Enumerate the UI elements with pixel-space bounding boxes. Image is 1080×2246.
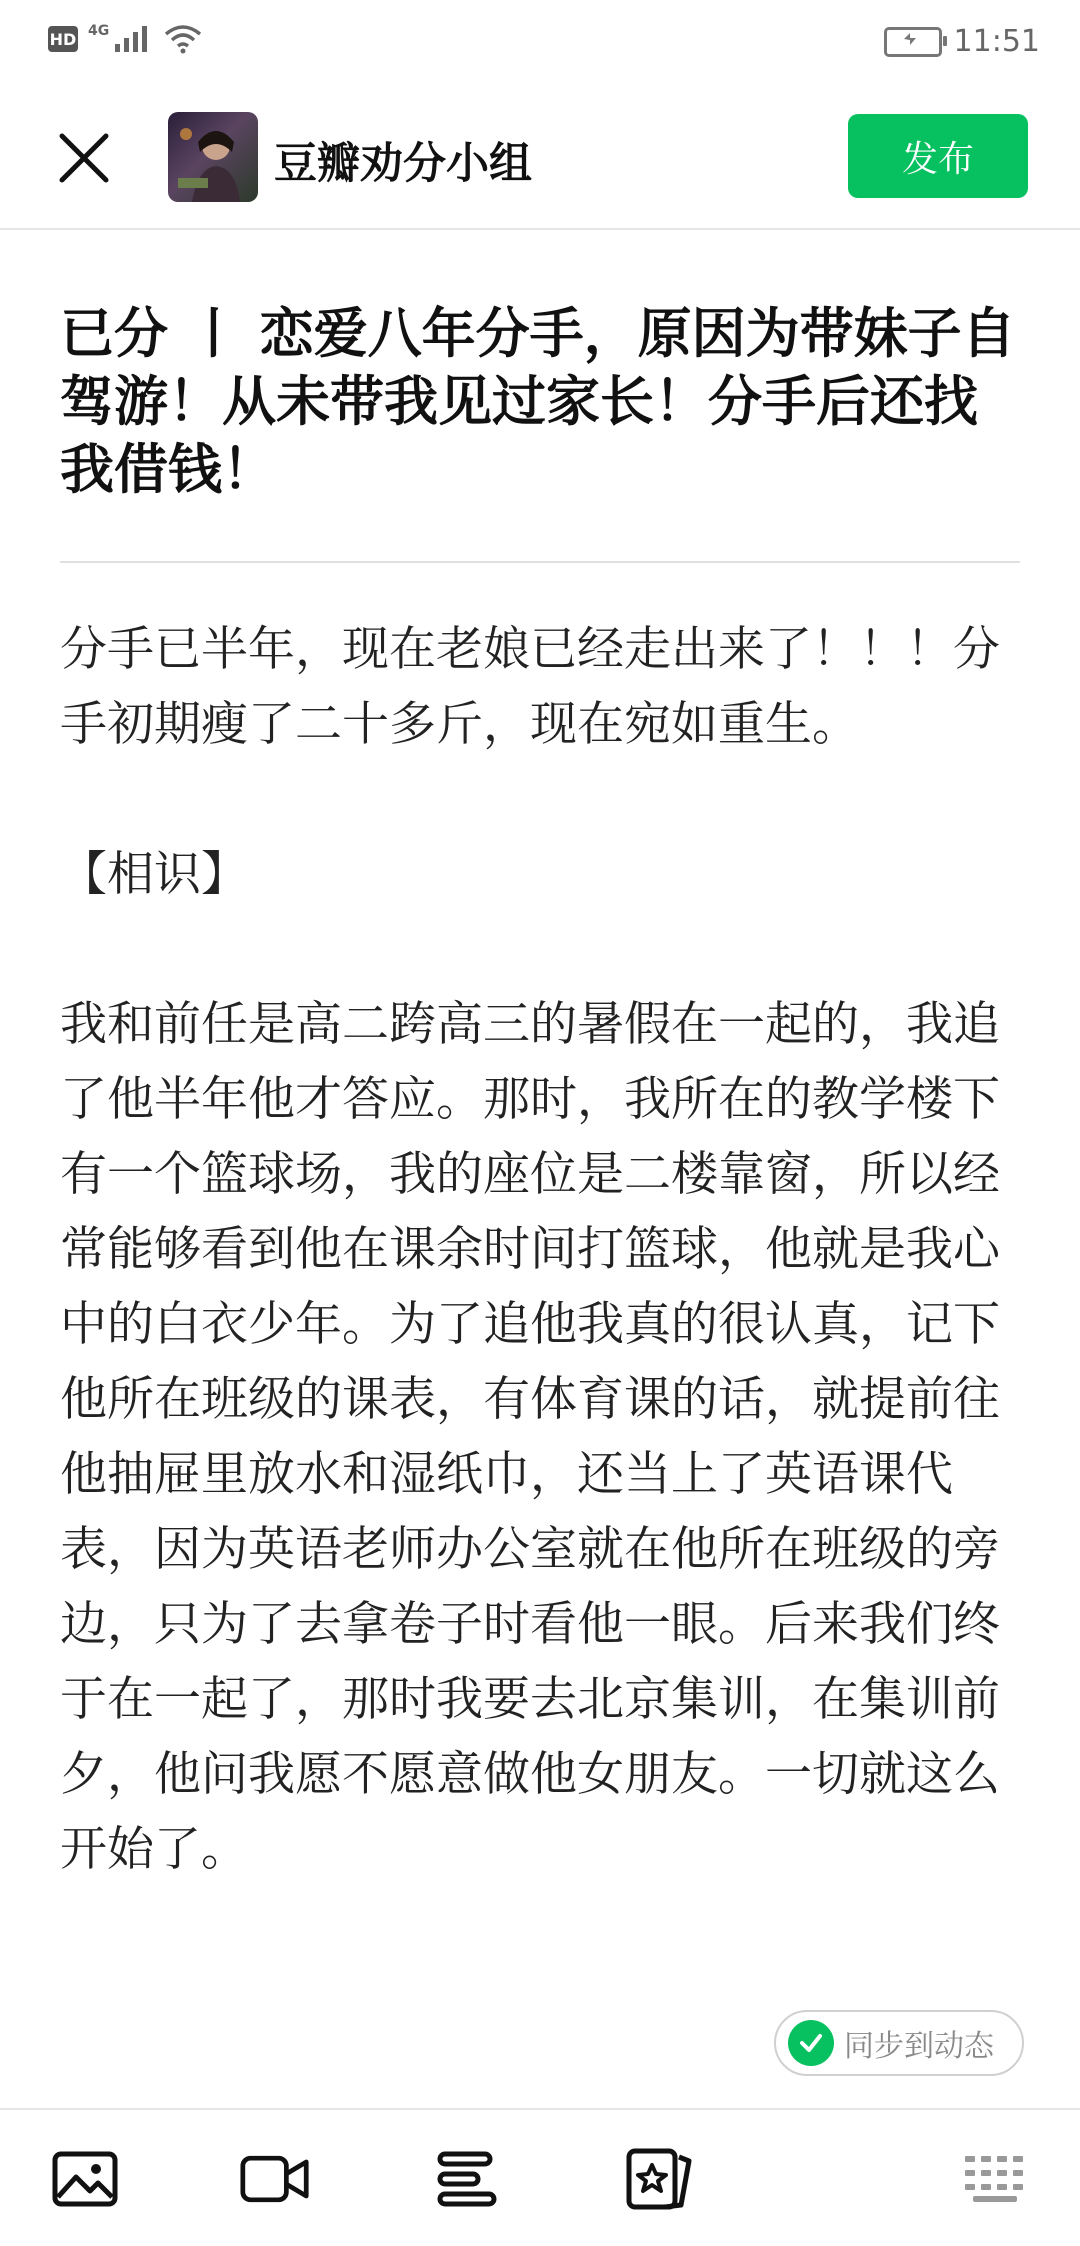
hd-badge: HD [48, 26, 78, 52]
body-paragraph: 分手已半年，现在老娘已经走出来了！！！分手初期瘦了二十多斤，现在宛如重生。 [60, 622, 1000, 752]
insert-video-button[interactable] [240, 2144, 310, 2214]
text-format-button[interactable] [432, 2144, 502, 2214]
sync-label: 同步到动态 [844, 2029, 994, 2064]
keyboard-toggle-button[interactable] [960, 2144, 1030, 2214]
close-button[interactable] [54, 128, 114, 188]
wifi-icon [163, 24, 203, 54]
paragraph-gap [60, 762, 1020, 837]
body-paragraph: 我和前任是高二跨高三的暑假在一起的，我追了他半年他才答应。那时，我所在的教学楼下有一个篮球场，我的座位是二楼靠窗，所以经常能够看到他在课余时间打篮球，他就是我心中的白衣少年。为了追他我真的很认真，记下他所在班级的课表，有体育课的话，就提前往他抽屉里放水和湿纸巾，还当上了英语课代表，因为英语老师办公室就在他所在班级的旁边，只为了去拿卷子时看他一眼。后来我们终于在一起了，那时我要去北京集训，在集训前夕，他问我愿不愿意做他女朋友。一切就这么开始了。 [60, 997, 1000, 1877]
post-body-field[interactable] [60, 612, 1020, 1887]
status-bar [0, 0, 1080, 86]
status-left [48, 24, 203, 54]
video-icon [240, 2151, 310, 2207]
sync-to-moments-toggle[interactable] [774, 2010, 1024, 2076]
battery-icon [884, 27, 942, 57]
title-divider [60, 561, 1020, 563]
status-right [884, 24, 1040, 59]
text-format-icon [436, 2148, 498, 2210]
insert-image-button[interactable] [50, 2144, 120, 2214]
group-avatar [168, 112, 258, 202]
close-icon [54, 128, 114, 188]
insert-card-button[interactable] [624, 2144, 694, 2214]
clock: 11:51 [953, 24, 1040, 59]
body-section-heading: 【相识】 [60, 847, 248, 902]
publish-button[interactable]: 发布 [848, 114, 1028, 198]
group-name: 豆瓣劝分小组 [274, 139, 532, 189]
signal-icon [113, 24, 153, 54]
star-card-icon [625, 2147, 693, 2211]
post-editor-header [0, 86, 1080, 230]
paragraph-gap [60, 912, 1020, 987]
editor-toolbar [0, 2108, 1080, 2246]
image-icon [52, 2149, 118, 2209]
keyboard-icon [963, 2154, 1027, 2204]
post-title-field[interactable]: 已分 丨 恋爱八年分手，原因为带妹子自驾游！从未带我见过家长！分手后还找我借钱！ [60, 302, 1016, 501]
checkmark-icon [788, 2020, 834, 2066]
network-type: 4G [88, 23, 110, 39]
